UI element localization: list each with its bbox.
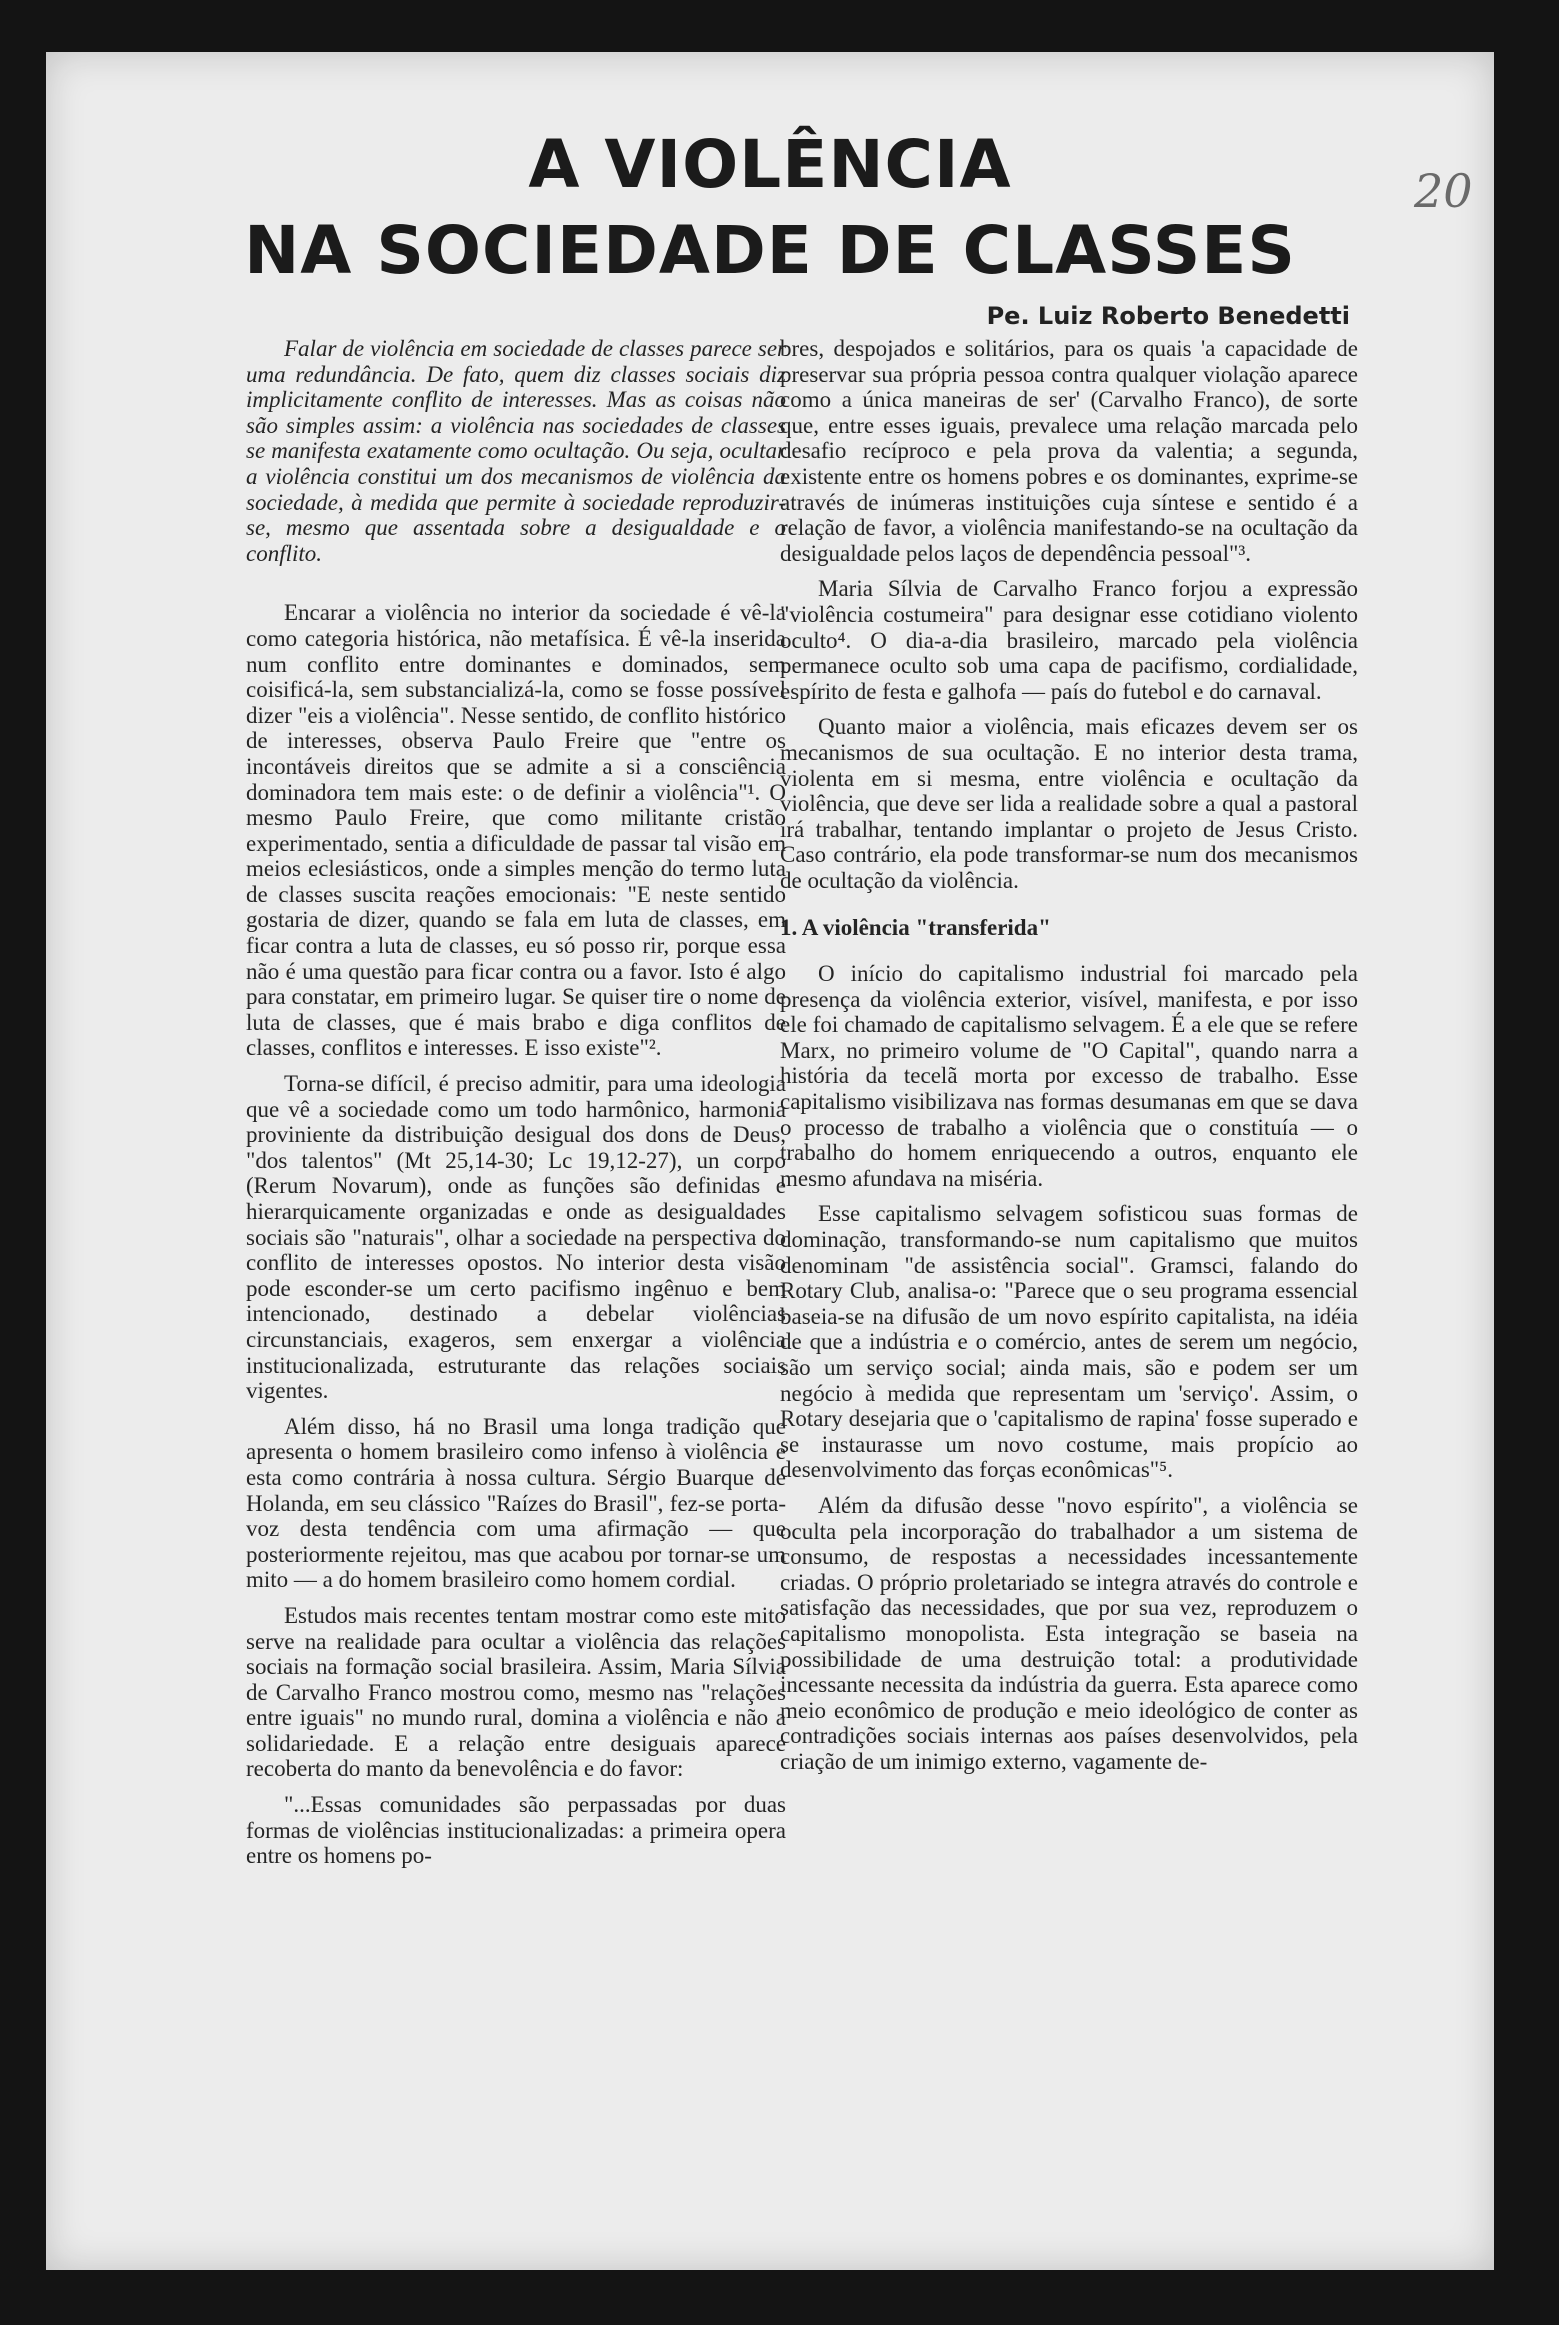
body-paragraph: Maria Sílvia de Carvalho Franco forjou a expressão "violência costumeira" para designar esse cotidiano violento oculto⁴. O dia-a-dia brasileiro, marcado pela violência permanece oculto sob uma capa de pacifismo, cordialidade, espírito de festa e galhofa — país do futebol e do carnaval. xyxy=(780,576,1358,704)
author-byline: Pe. Luiz Roberto Benedetti xyxy=(986,302,1350,330)
title-line-1: A VIOLÊNCIA xyxy=(528,126,1012,203)
body-paragraph: Além disso, há no Brasil uma longa tradição que apresenta o homem brasileiro como infenso à violência e esta como contrária à nossa cultura. Sérgio Buarque de Holanda, em seu clássico "Raízes do Brasil", fez-se porta-voz desta tendência com uma afirmação — que posteriormente rejeitou, mas que acabou por tornar-se um mito — a do homem brasileiro como homem cordial. xyxy=(246,1413,786,1593)
body-paragraph: Quanto maior a violência, mais eficazes devem ser os mecanismos de sua ocultação. E no interior desta trama, violenta em si mesma, entre violência e ocultação da violência, que deve ser lida a realidade sobre a qual a pastoral irá trabalhar, tentando implantar o projeto de Jesus Cristo. Caso contrário, ela pode transformar-se num dos mecanismos de ocultação da violência. xyxy=(780,714,1358,893)
body-paragraph: Estudos mais recentes tentam mostrar como este mito serve na realidade para ocultar a violência das relações sociais na formação social brasileira. Assim, Maria Sílvia de Carvalho Franco mostrou como, mesmo nas "relações entre iguais" no mundo rural, domina a violência e não a solidariedade. E a relação entre desiguais aparece recoberta do manto da benevolência e do favor: xyxy=(246,1602,786,1782)
body-paragraph: bres, despojados e solitários, para os quais 'a capacidade de preservar sua própria pessoa contra qualquer violação aparece como a única maneiras de ser' (Carvalho Franco), de sorte que, entre esses iguais, prevalece uma relação marcada pelo desafio recíproco e pela prova da valentia; a segunda, existente entre os homens pobres e os dominantes, exprime-se através de inúmeras instituições cuja síntese e sentido é a relação de favor, a violência manifestando-se na ocultação da desigualdade pelos laços de dependência pessoal"³. xyxy=(780,336,1358,566)
title-line-2: NA SOCIEDADE DE CLASSES xyxy=(244,212,1296,289)
right-column xyxy=(780,336,1358,1784)
section-heading: 1. A violência "transferida" xyxy=(780,915,1051,941)
left-column xyxy=(246,336,786,1879)
body-paragraph: Além da difusão desse "novo espírito", a violência se oculta pela incorporação do trabalhador a um sistema de consumo, de respostas a necessidades incessantemente criadas. O próprio proletariado se integra através do controle e satisfação das necessidades, que por sua vez, reproduzem o capitalismo monopolista. Esta integração se baseia na possibilidade de uma destruição total: a produtividade incessante necessita da indústria da guerra. Esta aparece como meio econômico de produção e meio ideológico de conter as contradições sociais internas aos países desenvolvidos, pela criação de um inimigo externo, vagamente de- xyxy=(780,1492,1358,1774)
body-paragraph: O início do capitalismo industrial foi marcado pela presença da violência exterior, visível, manifesta, e por isso ele foi chamado de capitalismo selvagem. É a ele que se refere Marx, no primeiro volume de "O Capital", quando narra a história da tecelã morta por excesso de trabalho. Esse capitalismo visibilizava nas formas desumanas em que se dava o processo de trabalho a violência que o constituía — o trabalho do homem enriquecendo a outros, enquanto ele mesmo afundava na miséria. xyxy=(780,961,1358,1191)
article-title xyxy=(46,122,1494,294)
handwritten-page-number: 20 xyxy=(1414,164,1473,218)
body-paragraph: Encarar a violência no interior da sociedade é vê-la como categoria histórica, não metafísica. É vê-la inserida num conflito entre dominantes e dominados, sem coisificá-la, sem substancializá-la, como se fosse possível dizer "eis a violência". Nesse sentido, de conflito histórico de interesses, observa Paulo Freire que "entre os incontáveis direitos que se admite a si a consciência dominadora tem mais este: o de definir a violência"¹. O mesmo Paulo Freire, que como militante cristão experimentado, sentia a dificuldade de passar tal visão em meios eclesiásticos, onde a simples menção do termo luta de classes suscita reações emocionais: "E neste sentido gostaria de dizer, quando se fala em luta de classes, em ficar contra a luta de classes, eu só posso rir, porque essa não é uma questão para ficar contra ou a favor. Isto é algo para constatar, em primeiro lugar. Se quiser tire o nome de luta de classes, que é mais brabo e diga conflitos de classes, conflitos e interesses. E isso existe"². xyxy=(246,600,786,1061)
document-page xyxy=(46,52,1494,2270)
body-paragraph: Torna-se difícil, é preciso admitir, para uma ideologia que vê a sociedade como um todo harmônico, harmonia proviniente da distribuição desigual dos dons de Deus, "dos talentos" (Mt 25,14-30; Lc 19,12-27), un corpo (Rerum Novarum), onde as funções são definidas e hierarquicamente organizadas e onde as desigualdades sociais são "naturais", olhar a sociedade na perspectiva do conflito de interesses opostos. No interior desta visão pode esconder-se um certo pacifismo ingênuo e bem intencionado, destinado a debelar violências circunstanciais, exageros, sem enxergar a violência institucionalizada, estruturante das relações sociais vigentes. xyxy=(246,1071,786,1404)
quote-paragraph: "...Essas comunidades são perpassadas por duas formas de violências institucionalizadas: a primeira opera entre os homens po- xyxy=(246,1792,786,1869)
intro-paragraph: Falar de violência em sociedade de classes parece ser uma redundância. De fato, quem diz classes sociais diz implicitamente conflito de interesses. Mas as coisas não são simples assim: a violência nas sociedades de classes se manifesta exatamente como ocultação. Ou seja, ocultar a violência constitui um dos mecanismos de violência da sociedade, à medida que permite à sociedade reproduzir-se, mesmo que assentada sobre a desigualdade e o conflito. xyxy=(246,336,786,566)
body-paragraph: Esse capitalismo selvagem sofisticou suas formas de dominação, transformando-se num capitalismo que muitos denominam "de assistência social". Gramsci, falando do Rotary Club, analisa-o: "Parece que o seu programa essencial baseia-se na difusão de um novo espírito capitalista, na idéia de que a indústria e o comércio, antes de serem um negócio, são um serviço social; ainda mais, são e podem ser um negócio à medida que representam um 'serviço'. Assim, o Rotary desejaria que o 'capitalismo de rapina' fosse superado e se instaurasse um novo costume, mais propício ao desenvolvimento das forças econômicas"⁵. xyxy=(780,1201,1358,1483)
